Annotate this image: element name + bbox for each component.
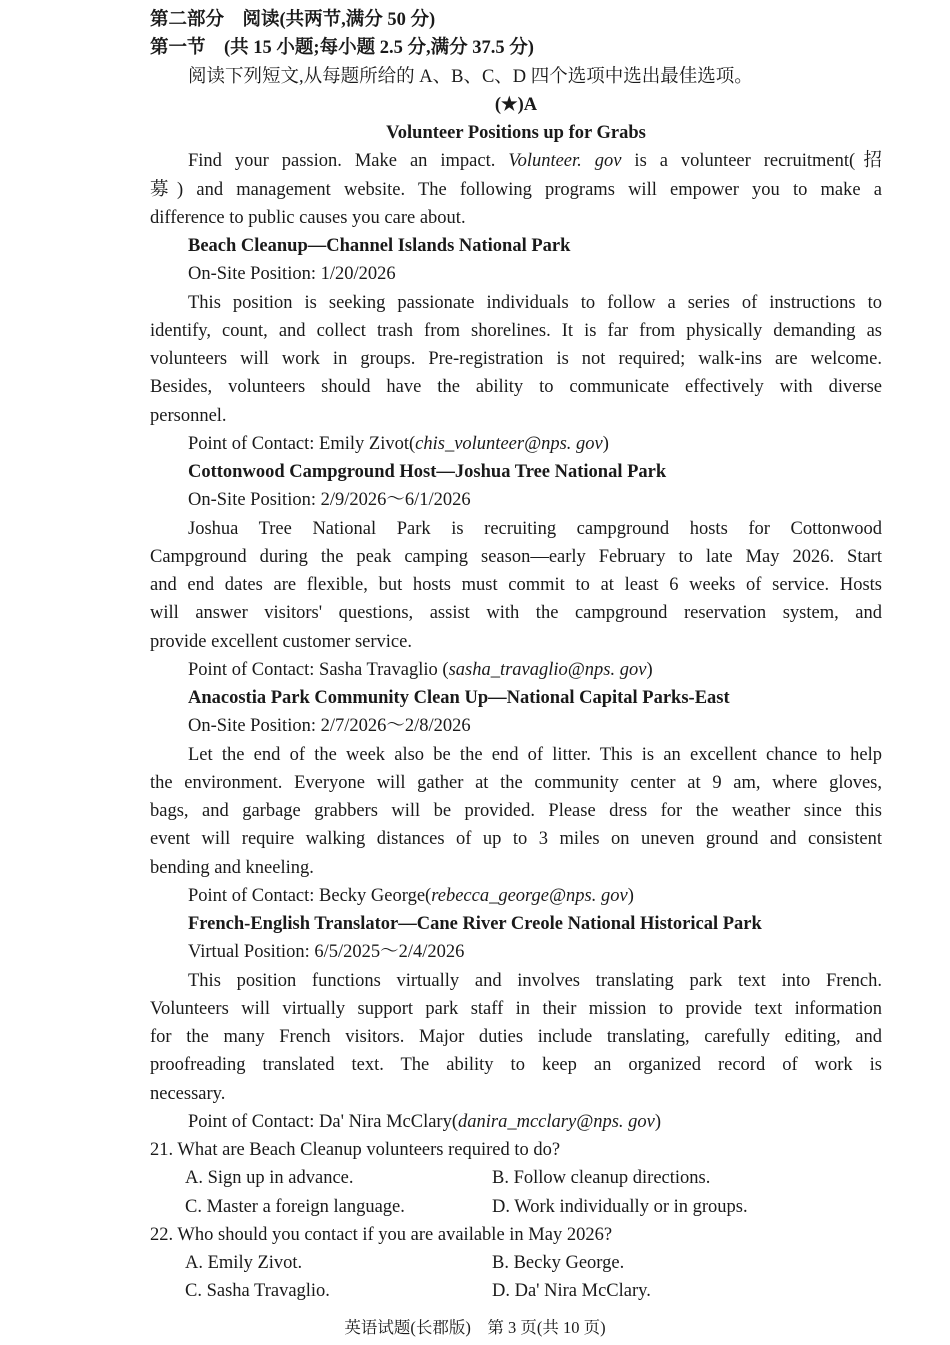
position-date: On-Site Position: 2/9/2026～6/1/2026 — [188, 490, 471, 511]
section-heading: 第一节 (共 15 小题;每小题 2.5 分,满分 37.5 分) — [150, 38, 534, 59]
body-line: will answer visitors' questions, assist with the campground reservation system, and — [150, 603, 882, 624]
body-line: proofreading translated text. The ability to keep an organized record of work is — [150, 1055, 882, 1076]
text-segment: 募) and management website. The following programs will empower you to make a — [150, 179, 882, 200]
position-section — [150, 458, 882, 684]
body-line: bending and kneeling. — [150, 857, 314, 878]
contact-name: Becky George — [319, 885, 426, 906]
intro-paragraph — [150, 147, 882, 232]
passage-label: (★)A — [494, 94, 538, 115]
answer-option: C. Sasha Travaglio. — [185, 1281, 330, 1302]
contact-line: Point of Contact: Da' Nira McClary(danira_mcclary@nps. gov) — [188, 1111, 662, 1132]
body-line: provide excellent customer service. — [150, 631, 412, 652]
contact-name: Emily Zivot — [319, 433, 409, 454]
body-line: event will require walking distances of up to 3 miles on uneven ground and consistent — [150, 829, 882, 850]
position-section — [150, 910, 882, 1136]
contact-email: chis_volunteer@nps. gov — [415, 433, 603, 454]
answer-option: C. Master a foreign language. — [185, 1196, 405, 1217]
body-line: Besides, volunteers should have the ability to communicate effectively with diverse — [150, 377, 882, 398]
part-heading: 第二部分 阅读(共两节,满分 50 分) — [150, 10, 436, 30]
contact-line: Point of Contact: Becky George(rebecca_george@nps. gov) — [188, 885, 634, 906]
contact-line: Point of Contact: Sasha Travaglio (sasha_travaglio@nps. gov) — [188, 659, 653, 680]
instruction: 阅读下列短文,从每题所给的 A、B、C、D 四个选项中选出最佳选项。 — [188, 66, 753, 87]
body-line: the environment. Everyone will gather at the community center at 9 am, where gloves, — [150, 772, 882, 793]
text-segment: is a volunteer recruitment(招 — [621, 151, 882, 172]
passage-title: Volunteer Positions up for Grabs — [386, 123, 646, 143]
contact-line: Point of Contact: Emily Zivot(chis_volunteer@nps. gov) — [188, 433, 609, 454]
options-row — [150, 1193, 882, 1221]
position-title: French-English Translator—Cane River Creole National Historical Park — [188, 914, 762, 934]
question-stem: 22. Who should you contact if you are available in May 2026? — [150, 1224, 613, 1245]
questions-list — [150, 1136, 882, 1306]
body-line: Volunteers will virtually support park staff in their mission to provide text information — [150, 998, 882, 1019]
position-title: Cottonwood Campground Host—Joshua Tree National Park — [188, 462, 667, 482]
intro-line — [150, 176, 882, 204]
body-line: for the many French visitors. Major duties include translating, carefully editing, and — [150, 1027, 882, 1047]
question-stem: 21. What are Beach Cleanup volunteers required to do? — [150, 1140, 561, 1160]
contact-email: rebecca_george@nps. gov — [431, 885, 628, 906]
answer-option: B. Follow cleanup directions. — [492, 1168, 711, 1189]
contact-email: danira_mcclary@nps. gov — [458, 1111, 655, 1132]
contact-label: Point of Contact: — [188, 885, 320, 906]
positions-list — [150, 232, 882, 1136]
answer-option: A. Emily Zivot. — [185, 1253, 303, 1273]
position-section — [150, 232, 882, 458]
body-line: volunteers will work in groups. Pre-registration is not required; walk-ins are welcome. — [150, 349, 882, 369]
body-line: identify, count, and collect trash from shorelines. It is far from physically demanding as — [150, 320, 882, 341]
text-segment: Find your passion. Make an impact. — [188, 151, 509, 172]
intro-line — [150, 204, 882, 232]
body-line: This position functions virtually and involves translating park text into French. — [188, 970, 882, 991]
body-line: and end dates are flexible, but hosts must commit to at least 6 weeks of service. Hosts — [150, 575, 882, 595]
body-line: Joshua Tree National Park is recruiting campground hosts for Cottonwood — [188, 518, 882, 539]
contact-name: Da' Nira McClary — [319, 1111, 452, 1132]
body-line: This position is seeking passionate individuals to follow a series of instructions to — [188, 292, 882, 313]
page-footer: 英语试题(长郡版) 第 3 页(共 10 页) — [344, 1318, 606, 1337]
answer-option: D. Da' Nira McClary. — [492, 1281, 651, 1302]
contact-email: sasha_travaglio@nps. gov — [448, 659, 647, 680]
position-title: Beach Cleanup—Channel Islands National Park — [188, 236, 571, 256]
answer-option: A. Sign up in advance. — [185, 1168, 354, 1189]
body-line: personnel. — [150, 405, 227, 426]
contact-label: Point of Contact: — [188, 659, 320, 680]
body-line: necessary. — [150, 1083, 226, 1104]
options-row — [150, 1277, 882, 1305]
contact-name: Sasha Travaglio — [319, 659, 443, 680]
contact-label: Point of Contact: — [188, 1111, 320, 1132]
position-title: Anacostia Park Community Clean Up—National Capital Parks-East — [188, 688, 730, 708]
position-section — [150, 684, 882, 910]
position-date: On-Site Position: 1/20/2026 — [188, 264, 396, 285]
options-row — [150, 1164, 882, 1192]
answer-option: B. Becky George. — [492, 1253, 625, 1273]
body-line: Campground during the peak camping season—early February to late May 2026. Start — [150, 546, 882, 567]
exam-page — [150, 6, 882, 1306]
contact-label: Point of Contact: — [188, 433, 320, 454]
position-date: Virtual Position: 6/5/2025～2/4/2026 — [188, 942, 465, 963]
text-segment: difference to public causes you care about. — [150, 207, 466, 228]
position-date: On-Site Position: 2/7/2026～2/8/2026 — [188, 716, 471, 737]
options-row — [150, 1249, 882, 1277]
body-line: Let the end of the week also be the end of litter. This is an excellent chance to help — [188, 744, 882, 765]
answer-option: D. Work individually or in groups. — [492, 1196, 748, 1217]
site-name: Volunteer. gov — [508, 151, 622, 172]
body-line: bags, and garbage grabbers will be provided. Please dress for the weather since this — [150, 801, 882, 821]
intro-line — [150, 147, 882, 175]
